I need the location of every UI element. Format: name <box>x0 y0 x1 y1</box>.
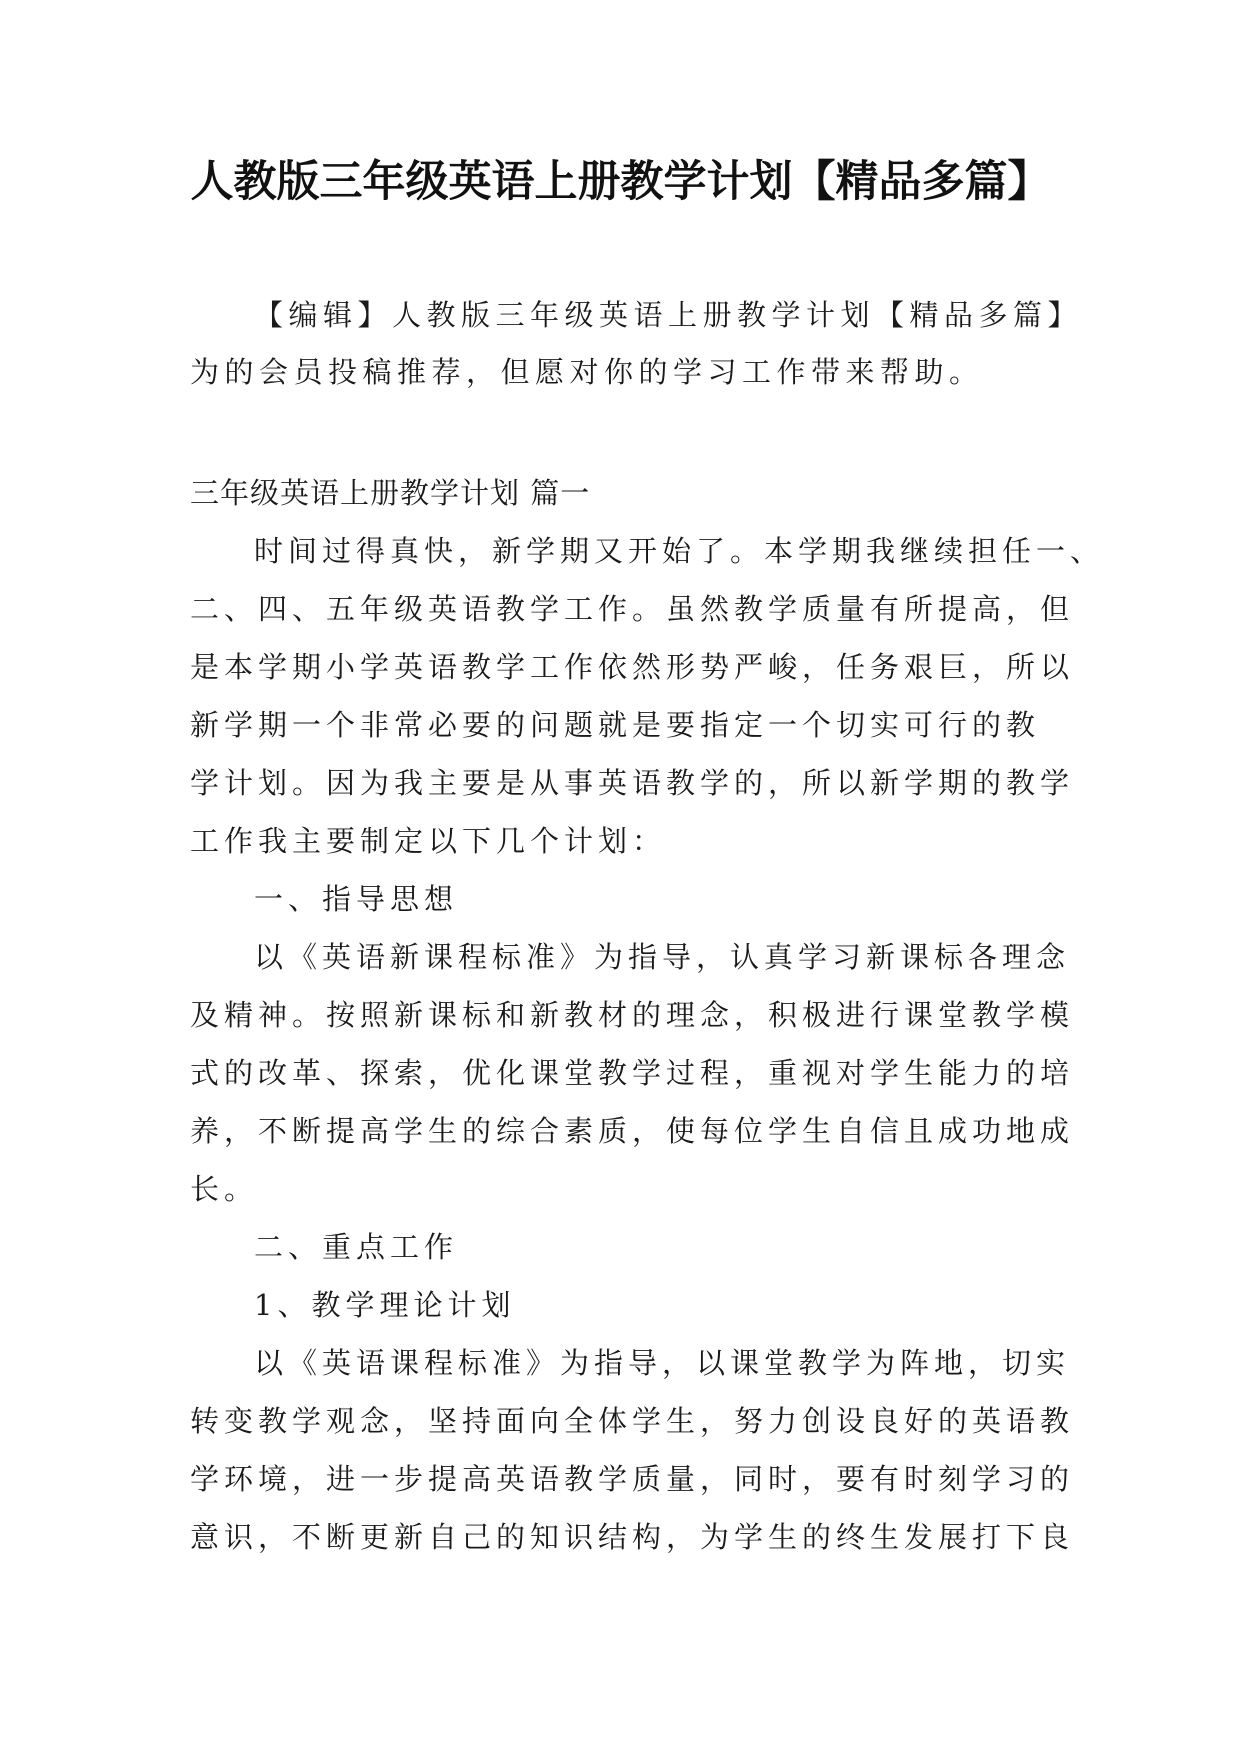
paragraph-line: 及精神。按照新课标和新教材的理念，积极进行课堂教学模 <box>190 998 1075 1032</box>
intro-paragraph: 【编辑】人教版三年级英语上册教学计划【精品多篇】为的会员投稿推荐，但愿对你的学习工作带来帮助。 <box>190 298 1068 389</box>
paragraph-line: 转变教学观念，坚持面向全体学生，努力创设良好的英语教 <box>190 1404 1075 1438</box>
paragraph-line: 新学期一个非常必要的问题就是要指定一个切实可行的教 <box>190 708 1041 742</box>
paragraph-line: 养，不断提高学生的综合素质，使每位学生自信且成功地成 <box>190 1114 1075 1148</box>
paragraph-line: 工作我主要制定以下几个计划： <box>190 824 667 858</box>
subheading-guiding-idea: 一、指导思想 <box>254 882 459 916</box>
paragraph-line: 是本学期小学英语教学工作依然形势严峻，任务艰巨，所以 <box>190 650 1075 684</box>
paragraph-line: 长。 <box>190 1172 259 1206</box>
paragraph-line: 学环境，进一步提高英语教学质量，同时，要有时刻学习的 <box>190 1462 1075 1496</box>
document-title: 人教版三年级英语上册教学计划【精品多篇】 <box>190 157 1051 207</box>
paragraph-line: 以《英语课程标准》为指导，以课堂教学为阵地，切实 <box>254 1346 1071 1380</box>
section-heading: 三年级英语上册教学计划 篇一 <box>190 476 591 510</box>
paragraph-line: 以《英语新课程标准》为指导，认真学习新课标各理念 <box>254 940 1071 974</box>
subheading-key-work: 二、重点工作 <box>254 1230 459 1264</box>
paragraph-line: 意识，不断更新自己的知识结构，为学生的终生发展打下良 <box>190 1520 1075 1554</box>
paragraph-line: 式的改革、探索，优化课堂教学过程，重视对学生能力的培 <box>190 1056 1075 1090</box>
subheading-teaching-theory-plan: 1、教学理论计划 <box>254 1288 516 1322</box>
paragraph-line: 时间过得真快，新学期又开始了。本学期我继续担任一、 <box>254 534 1105 568</box>
document-body <box>190 464 1105 1566</box>
paragraph-line: 学计划。因为我主要是从事英语教学的，所以新学期的教学 <box>190 766 1075 800</box>
paragraph-line: 二、四、五年级英语教学工作。虽然教学质量有所提高，但 <box>190 592 1075 626</box>
